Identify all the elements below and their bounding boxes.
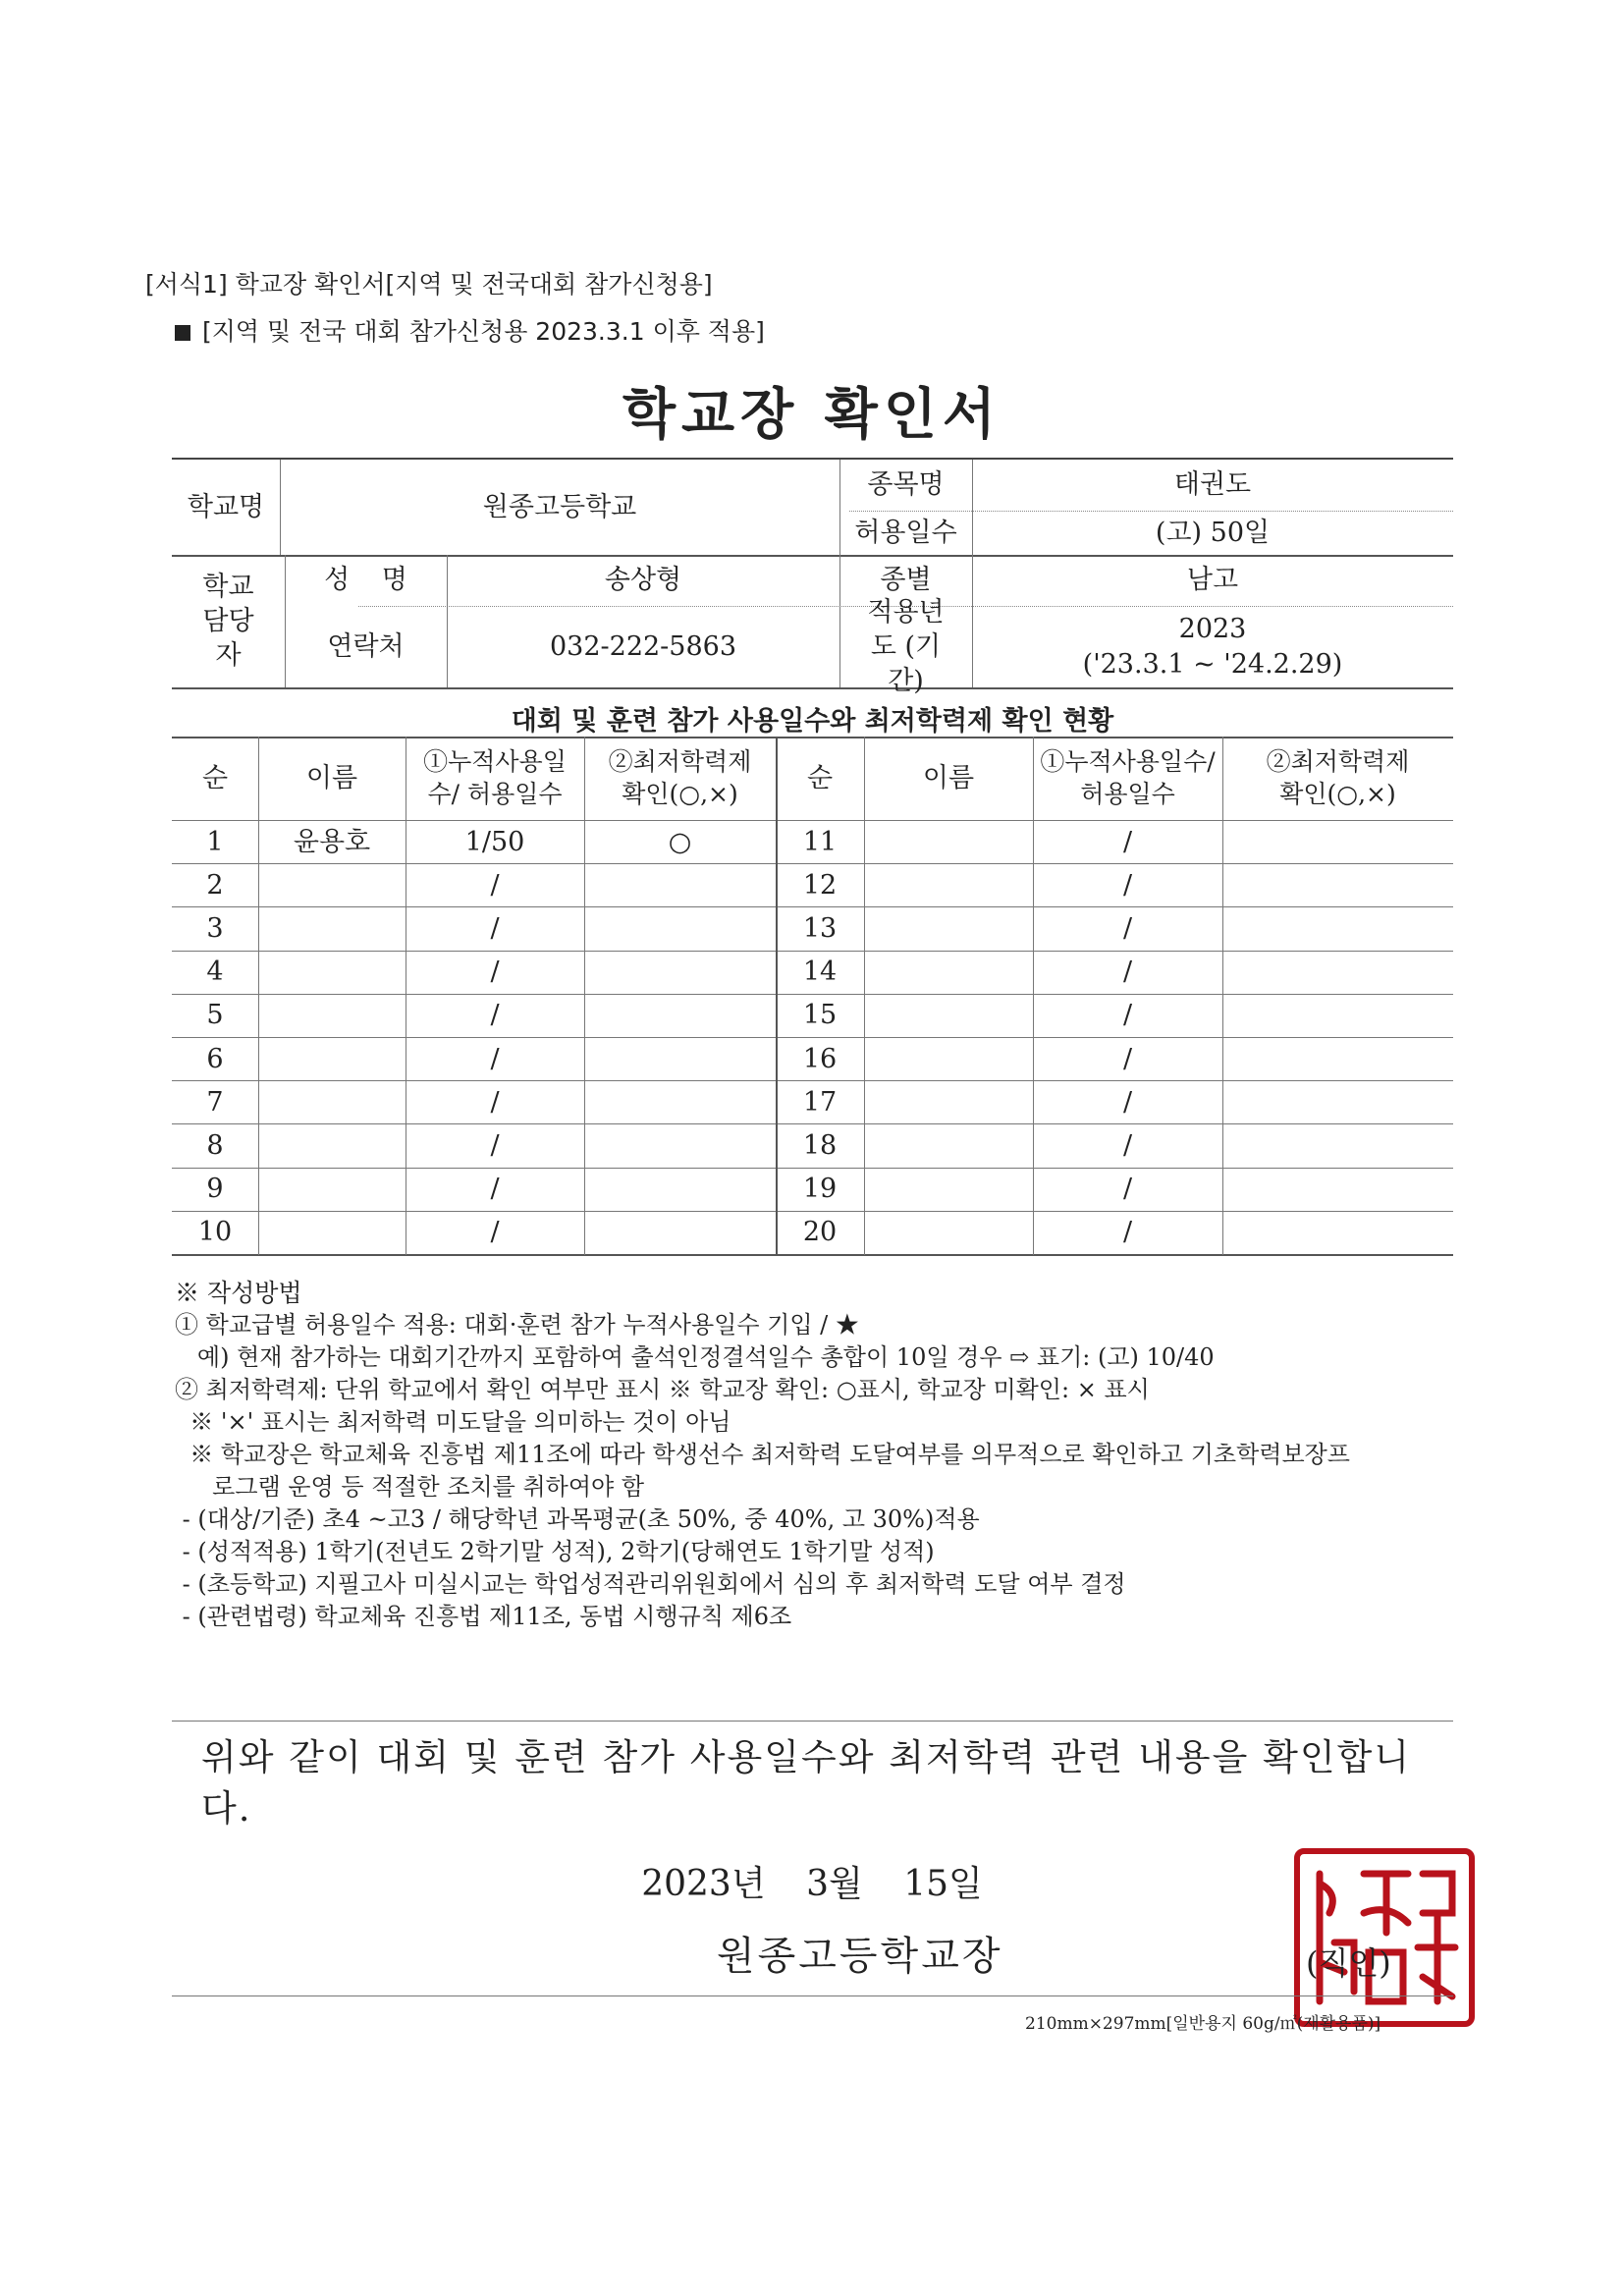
table-cell-left-days: / xyxy=(490,1043,500,1074)
square-bullet-icon xyxy=(175,325,190,341)
table-cell-left-no: 1 xyxy=(206,826,224,857)
table-cell-right-name xyxy=(864,1037,1033,1080)
table-cell-right-no: 11 xyxy=(802,826,838,857)
table-cell-right-days: / xyxy=(1122,957,1133,988)
contact-value: 032-222-5863 xyxy=(549,630,737,662)
table-cell-right-check xyxy=(1222,906,1453,950)
table-cell-right-days: / xyxy=(1122,826,1133,857)
table-cell-right-name xyxy=(864,863,1033,906)
year-label: 적용년도 (기간) xyxy=(867,596,945,697)
table-cell-right-name xyxy=(864,994,1033,1037)
instruction-line: ② 최저학력제: 단위 학교에서 확인 여부만 표시 ※ 학교장 확인: ○표시, 학교장 미확인: × 표시 xyxy=(175,1376,1150,1403)
year-value-cell xyxy=(972,606,1453,687)
col-check-right: ②최저학력제 확인(○,×) xyxy=(1266,747,1410,808)
table-cell-right-name xyxy=(864,951,1033,994)
table-cell-left-name: 윤용호 xyxy=(293,826,371,857)
event-value: 태권도 xyxy=(1173,469,1252,501)
table-cell-right-days: / xyxy=(1122,912,1133,944)
year-value: 2023 xyxy=(1178,614,1247,645)
table-cell-right-days: / xyxy=(1122,1000,1133,1031)
table-cell-left-name xyxy=(258,1211,406,1254)
date-day: 15일 xyxy=(903,1864,983,1904)
allowed-days-value: (고) 50일 xyxy=(1155,517,1271,548)
table-cell-right-no: 17 xyxy=(802,1086,838,1118)
instruction-line: - (초등학교) 지필고사 미실시교는 학업성적관리위원회에서 심의 후 최저학력 도달 여부 결정 xyxy=(175,1570,1126,1598)
confirm-text: 위와 같이 대회 및 훈련 참가 사용일수와 최저학력 관련 내용을 확인합니다. xyxy=(201,1736,1412,1830)
info-table xyxy=(172,458,1453,697)
table-cell-left-days: 1/50 xyxy=(464,826,525,857)
instruction-line: - (관련법령) 학교체육 진흥법 제11조, 동법 시행규칙 제6조 xyxy=(175,1603,792,1630)
table-cell-right-no: 13 xyxy=(802,912,838,944)
allowed-days-label: 허용일수 xyxy=(854,517,957,548)
category-value: 남고 xyxy=(1186,565,1239,596)
col-days-right: ①누적사용일수/ 허용일수 xyxy=(1040,747,1216,808)
table-cell-left-days: / xyxy=(490,957,500,988)
table-cell-left-no: 5 xyxy=(206,1000,224,1031)
table-cell-right-check xyxy=(1222,820,1453,863)
instruction-line: ※ '×' 표시는 최저학력 미도달을 의미하는 것이 아님 xyxy=(175,1408,731,1436)
table-cell-right-check xyxy=(1222,1080,1453,1123)
table-cell-left-check xyxy=(584,1211,776,1254)
table-cell-left-name xyxy=(258,906,406,950)
instruction-line: - (성적적용) 1학기(전년도 2학기말 성적), 2학기(당해연도 1학기말 성적) xyxy=(175,1538,935,1565)
table-cell-left-name xyxy=(258,1080,406,1123)
table-cell-right-days: / xyxy=(1122,1043,1133,1074)
table-cell-left-check xyxy=(584,994,776,1037)
table-cell-right-days: / xyxy=(1122,1174,1133,1205)
seal-label: (직인) xyxy=(1306,1944,1391,1982)
table-cell-left-name xyxy=(258,994,406,1037)
form-label: [서식1] 학교장 확인서[지역 및 전국대회 참가신청용] xyxy=(145,270,713,299)
table-cell-left-no: 4 xyxy=(206,957,224,988)
col-name-left: 이름 xyxy=(305,762,358,793)
paper-spec: 210mm×297mm[일반용지 60g/㎡(재활용품)] xyxy=(1025,2014,1381,2034)
date-month: 3월 xyxy=(806,1864,863,1904)
table-cell-right-name xyxy=(864,820,1033,863)
table-cell-left-no: 8 xyxy=(206,1129,224,1161)
section-title: 대회 및 훈련 참가 사용일수와 최저학력제 확인 현황 xyxy=(511,706,1114,737)
instruction-line: - (대상/기준) 초4 ~고3 / 해당학년 과목평균(초 50%, 중 40%, 고 30%)적용 xyxy=(175,1505,980,1533)
table-cell-left-no: 9 xyxy=(206,1174,224,1205)
manager-label: 학교 담당자 xyxy=(202,571,254,672)
table-cell-left-no: 7 xyxy=(206,1086,224,1118)
school-label: 학교명 xyxy=(187,491,265,522)
table-cell-left-days: / xyxy=(490,869,500,901)
table-cell-right-no: 20 xyxy=(802,1217,838,1248)
table-cell-right-check xyxy=(1222,863,1453,906)
table-cell-left-no: 6 xyxy=(206,1043,224,1074)
table-cell-left-days: / xyxy=(490,912,500,944)
table-cell-right-check xyxy=(1222,1168,1453,1211)
table-cell-left-name xyxy=(258,1037,406,1080)
table-cell-right-check xyxy=(1222,994,1453,1037)
table-cell-left-name xyxy=(258,863,406,906)
table-cell-right-check xyxy=(1222,1037,1453,1080)
table-cell-left-days: / xyxy=(490,1000,500,1031)
table-cell-right-check xyxy=(1222,1123,1453,1167)
table-cell-right-no: 15 xyxy=(802,1000,838,1031)
instruction-line: ※ 학교장은 학교체육 진흥법 제11조에 따라 학생선수 최저학력 도달여부를 의무적으로 확인하고 기초학력보장프 xyxy=(175,1441,1350,1468)
table-cell-right-no: 16 xyxy=(802,1043,838,1074)
table-cell-right-days: / xyxy=(1122,1217,1133,1248)
table-cell-right-name xyxy=(864,906,1033,950)
table-cell-right-days: / xyxy=(1122,869,1133,901)
table-cell-right-days: / xyxy=(1122,1086,1133,1118)
table-cell-left-check xyxy=(584,906,776,950)
instruction-line: ※ 작성방법 xyxy=(175,1279,302,1307)
period-value: ('23.3.1 ~ '24.2.29) xyxy=(1082,648,1343,680)
col-name-right: 이름 xyxy=(922,762,975,793)
table-cell-right-name xyxy=(864,1211,1033,1254)
table-cell-right-no: 12 xyxy=(802,869,838,901)
table-cell-left-check xyxy=(584,1080,776,1123)
instruction-line: 예) 현재 참가하는 대회기간까지 포함하여 출석인정결석일수 총합이 10일 경우 ⇨ 표기: (고) 10/40 xyxy=(175,1343,1215,1371)
table-cell-left-check xyxy=(584,951,776,994)
table-cell-right-no: 14 xyxy=(802,957,838,988)
table-cell-right-check xyxy=(1222,951,1453,994)
seal-stamp xyxy=(1294,1848,1475,2027)
instruction-line: ① 학교급별 허용일수 적용: 대회·훈련 참가 누적사용일수 기입 / ★ xyxy=(175,1311,859,1339)
table-cell-right-check xyxy=(1222,1211,1453,1254)
table-cell-left-name xyxy=(258,951,406,994)
col-no-left: 순 xyxy=(201,762,229,793)
page-title: 학교장 확인서 xyxy=(622,383,1002,447)
date-year: 2023년 xyxy=(641,1864,766,1904)
table-cell-left-no: 3 xyxy=(206,912,224,944)
col-days-left: ①누적사용일수/ 허용일수 xyxy=(423,747,567,808)
contact-label: 연락처 xyxy=(327,630,405,662)
applies-label xyxy=(175,312,765,348)
table-cell-right-name xyxy=(864,1168,1033,1211)
table-cell-left-name xyxy=(258,1168,406,1211)
principal-name: 원종고등학교장 xyxy=(717,1934,1003,1979)
table-cell-left-days: / xyxy=(490,1217,500,1248)
table-cell-right-no: 18 xyxy=(802,1129,838,1161)
table-cell-left-check: ○ xyxy=(668,826,692,857)
table-cell-right-days: / xyxy=(1122,1129,1133,1161)
table-cell-left-name xyxy=(258,1123,406,1167)
table-cell-left-check xyxy=(584,1037,776,1080)
col-no-right: 순 xyxy=(806,762,834,793)
name-value: 송상형 xyxy=(604,565,682,596)
category-label: 종별 xyxy=(880,565,932,596)
instructions xyxy=(175,1277,1350,1633)
col-check-left: ②최저학력제 확인(○,×) xyxy=(608,747,752,808)
instruction-line: 로그램 운영 등 적절한 조치를 취하여야 함 xyxy=(175,1473,645,1501)
table-cell-right-name xyxy=(864,1080,1033,1123)
table-cell-left-no: 2 xyxy=(206,869,224,901)
school-value: 원종고등학교 xyxy=(482,491,637,522)
table-cell-left-check xyxy=(584,1168,776,1211)
applies-label-text: [지역 및 전국 대회 참가신청용 2023.3.1 이후 적용] xyxy=(202,317,765,346)
table-cell-left-check xyxy=(584,1123,776,1167)
table-cell-right-name xyxy=(864,1123,1033,1167)
table-cell-left-no: 10 xyxy=(197,1217,233,1248)
status-table xyxy=(172,737,1453,1255)
table-cell-right-no: 19 xyxy=(802,1174,838,1205)
name-label: 성 명 xyxy=(324,565,407,596)
table-cell-left-check xyxy=(584,863,776,906)
table-cell-left-days: / xyxy=(490,1174,500,1205)
table-cell-left-days: / xyxy=(490,1129,500,1161)
table-cell-left-days: / xyxy=(490,1086,500,1118)
event-label: 종목명 xyxy=(867,469,945,501)
